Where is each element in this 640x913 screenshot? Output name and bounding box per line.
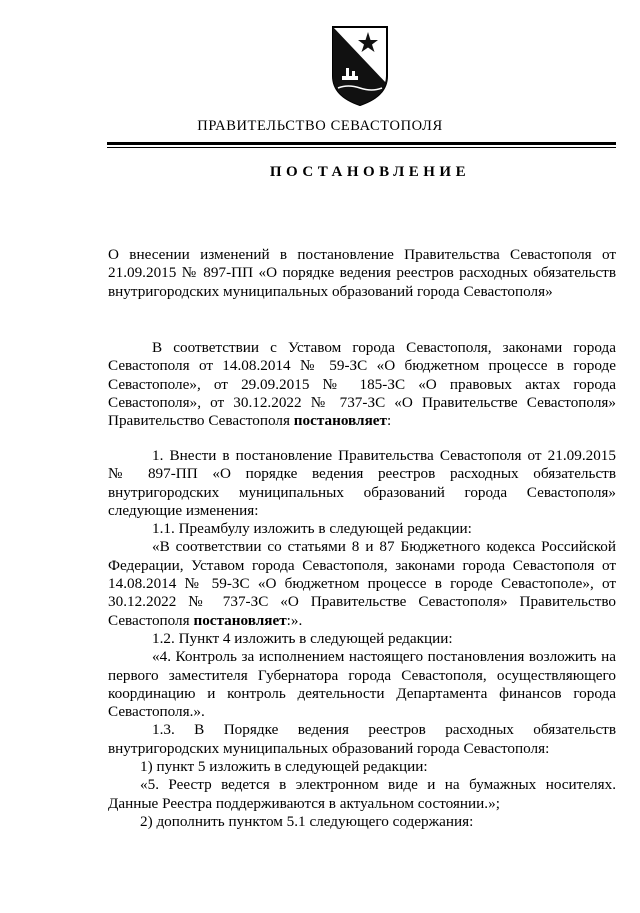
clause-1-1: 1.1. Преамбулу изложить в следующей редакции: xyxy=(152,520,472,538)
clause-1: 1. Внести в постановление Правительства Севастополя от 21.09.2015 № 897-ПП «О порядке ведения реестров расходных обязательств внутригородских муниципальных образований города Севастополя» следующие изменения: xyxy=(108,447,616,519)
clauses-section xyxy=(108,447,616,831)
clause-1-3-1-text: «5. Реестр ведется в электронном виде и на бумажных носителях. Данные Реестра поддерживаются в актуальном состоянии.»; xyxy=(108,776,616,812)
document-subject: О внесении изменений в постановление Правительства Севастополя от 21.09.2015 № 897-ПП «О порядке ведения реестров расходных обязательств внутригородских муниципальных образований города Севастополя» xyxy=(108,246,616,300)
clause-1-1-body: «В соответствии со статьями 8 и 87 Бюджетного кодекса Российской Федерации, Уставом города Севастополя, законами города Севастополя от 14.08.2014 № 59-ЗС «О бюджетном процессе в городе Севастополе», от 30.12.2022 № 737-ЗС «О Правительстве Севастополя» Правительство Севастополя xyxy=(108,538,616,629)
preamble-bold: постановляет xyxy=(293,412,387,430)
clause-1-3: 1.3. В Порядке ведения реестров расходных обязательств внутригородских муниципальных образований города Севастополя: xyxy=(108,721,616,757)
clause-1-2: 1.2. Пункт 4 изложить в следующей редакции: xyxy=(152,629,453,647)
clause-1-1-bold: постановляет xyxy=(193,611,287,629)
preamble-end: : xyxy=(386,412,392,430)
coat-of-arms-icon xyxy=(328,24,392,108)
clause-1-3-2: 2) дополнить пунктом 5.1 следующего содержания: xyxy=(140,812,474,830)
header-rule-thick xyxy=(107,142,616,145)
header-rule-thin xyxy=(107,147,616,148)
preamble xyxy=(108,339,616,430)
clause-1-1-end: :». xyxy=(286,611,303,629)
clause-1-3-1: 1) пункт 5 изложить в следующей редакции: xyxy=(140,758,428,776)
preamble-text: В соответствии с Уставом города Севастополя, законами города Севастополя от 14.08.2014 № 59-ЗС «О бюджетном процессе в городе Севастополе», от 29.09.2015 № 185-ЗС «О правовых актах города Севастополя», от 30.12.2022 № 737-ЗС «О Правительстве Севастополя» Правительство Севастополя xyxy=(108,339,616,430)
org-title: ПРАВИТЕЛЬСТВО СЕВАСТОПОЛЯ xyxy=(197,118,443,134)
clause-1-2-text: «4. Контроль за исполнением настоящего постановления возложить на первого заместителя Губернатора города Севастополя, осуществляющего координацию и контроль деятельности Департамента финансов города Севастополя.». xyxy=(108,648,616,721)
document-type: ПОСТАНОВЛЕНИЕ xyxy=(269,164,471,180)
coat-of-arms-svg xyxy=(328,24,392,108)
clause-1-1-text xyxy=(108,538,616,629)
